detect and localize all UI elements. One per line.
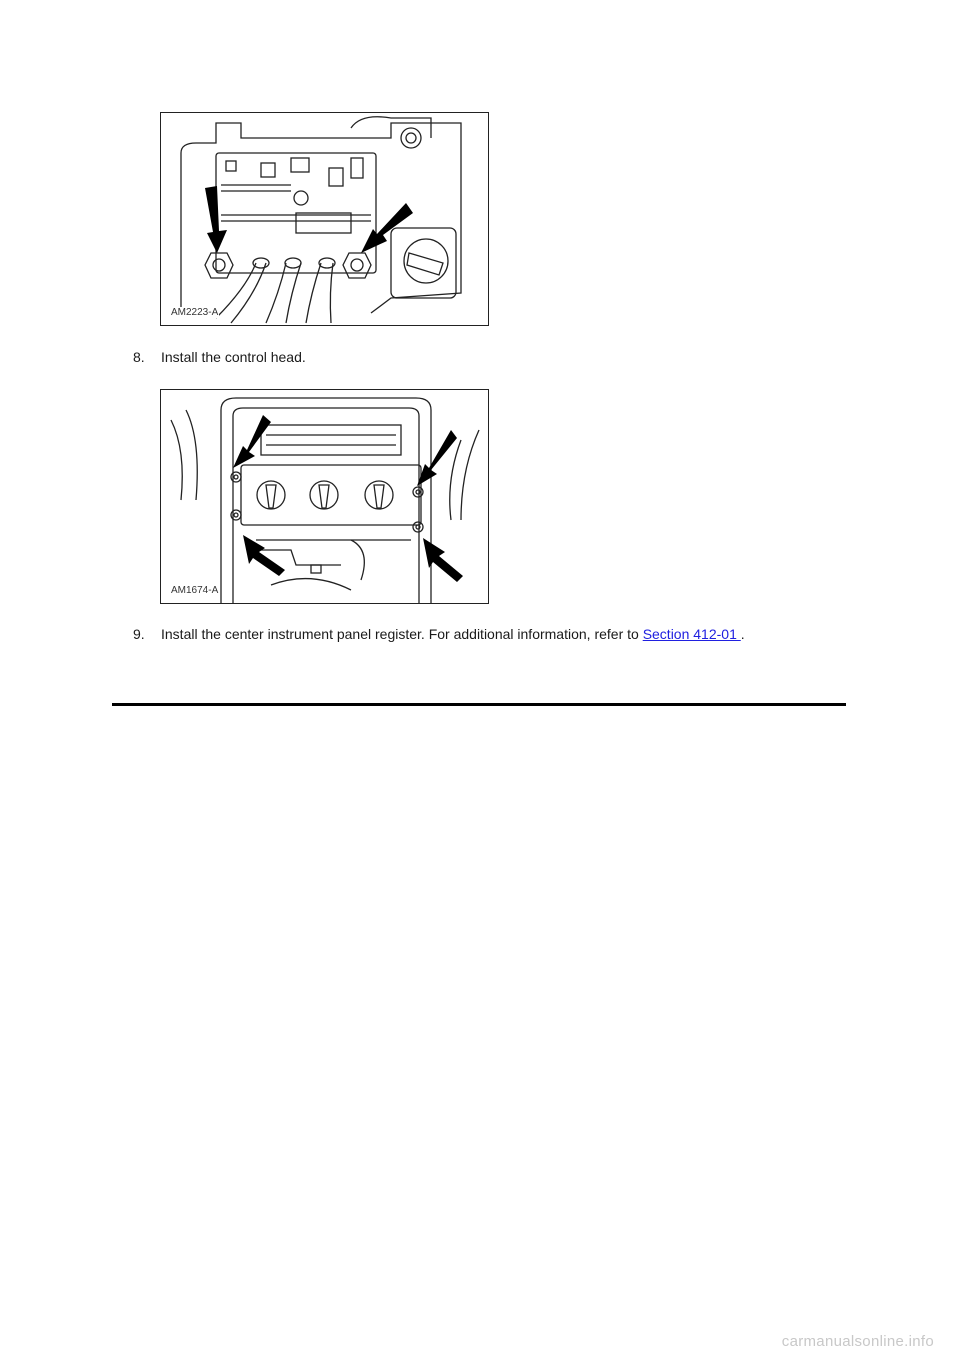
section-link[interactable]: Section 412-01 (642, 626, 741, 642)
illustration-control-head-nuts (160, 112, 489, 326)
step-number: 8. (133, 349, 145, 365)
step-9 (133, 626, 745, 642)
illustration-control-head-screws (160, 389, 489, 604)
step-8 (133, 349, 306, 365)
step-number: 9. (133, 626, 145, 642)
step-text: Install the control head. (161, 349, 306, 365)
step-text-end: . (740, 626, 745, 642)
illustration-drawing (161, 390, 488, 603)
watermark: carmanualsonline.info (781, 1333, 934, 1350)
figure-code: AM1674-A (171, 585, 219, 596)
figure-code: AM2223-A (171, 307, 219, 318)
illustration-drawing (161, 113, 488, 325)
section-divider (112, 703, 846, 706)
step-text: Install the center instrument panel register. For additional information, refer to (161, 626, 643, 642)
